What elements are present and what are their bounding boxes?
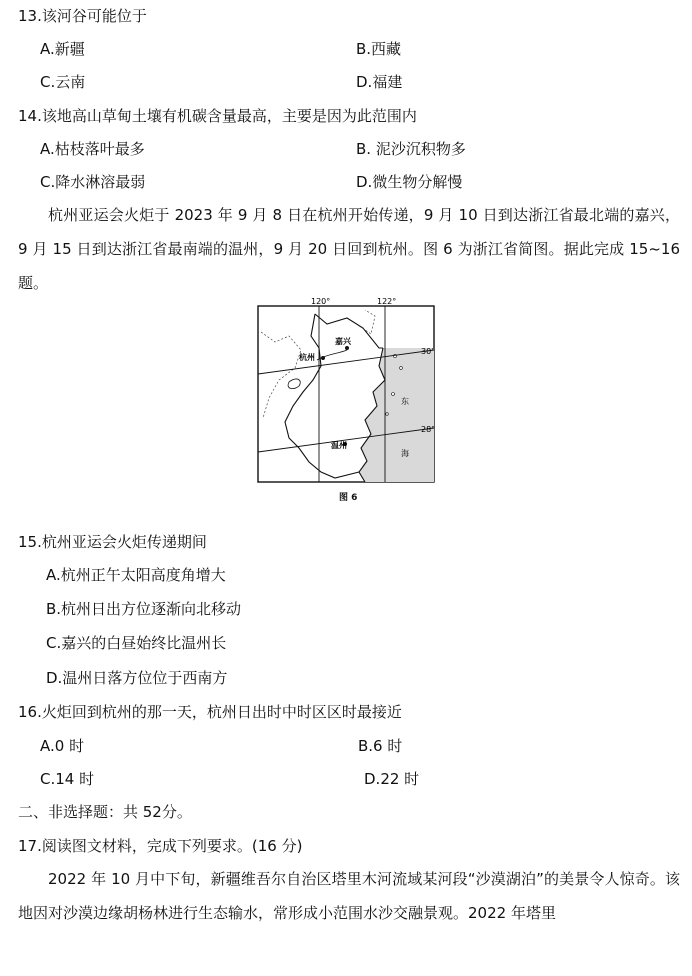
label-hangzhou: 杭州 (299, 353, 315, 362)
city-marker-jiaxing (345, 346, 349, 350)
q14-option-a: A.枯枝落叶最多 (40, 140, 145, 158)
dotted-boundary-north (359, 310, 375, 334)
label-sea-hai: 海 (401, 449, 409, 458)
q14-option-d: D.微生物分解慢 (356, 173, 463, 191)
island (386, 413, 389, 416)
q16-option-d: D.22 时 (364, 770, 420, 788)
q17-material: 2022 年 10 月中下旬，新疆维吾尔自治区塔里木河流域某河段“沙漠湖泊”的美景令人惊奇。该地因对沙漠边缘胡杨林进行生态输水，常形成小范围水沙交融景观。2022 年塔里 (18, 870, 680, 922)
q15-option-d: D.温州日落方位位于西南方 (46, 669, 228, 687)
q17-stem: 17.阅读图文材料，完成下列要求。(16 分) (18, 837, 303, 855)
zhejiang-map-figure (255, 296, 437, 508)
sea-area (359, 348, 434, 482)
lake (288, 379, 300, 389)
q14-option-b: B. 泥沙沉积物多 (356, 140, 466, 158)
island (400, 367, 403, 370)
q16-option-a: A.0 时 (40, 737, 85, 755)
label-lat-30: 30° (421, 347, 436, 356)
city-marker-hangzhou (321, 356, 325, 360)
q16-option-c: C.14 时 (40, 770, 95, 788)
q13-option-b: B.西藏 (356, 40, 402, 58)
label-jiaxing: 嘉兴 (335, 337, 351, 346)
q13-stem: 13.该河谷可能位于 (18, 7, 147, 25)
q15-stem: 15.杭州亚运会火炬传递期间 (18, 533, 207, 551)
label-wenzhou: 温州 (331, 441, 347, 450)
label-lat-28: 28° (421, 425, 436, 434)
island (392, 393, 395, 396)
q13-option-c: C.云南 (40, 73, 86, 91)
q13-option-a: A.新疆 (40, 40, 85, 58)
label-lon-122: 122° (377, 297, 397, 306)
q13-option-d: D.福建 (356, 73, 403, 91)
q15-option-b: B.杭州日出方位逐渐向北移动 (46, 600, 242, 618)
label-sea-dong: 东 (401, 397, 409, 406)
q15-option-c: C.嘉兴的白昼始终比温州长 (46, 634, 227, 652)
intro-paragraph-15-16: 杭州亚运会火炬于 2023 年 9 月 8 日在杭州开始传递，9 月 10 日到达浙江省最北端的嘉兴，9 月 15 日到达浙江省最南端的温州，9 月 20 日回到杭州。图 6 为浙江省简图。据此完成 15~16 题。 (18, 206, 680, 292)
figure-caption: 图 6 (339, 493, 358, 503)
label-lon-120: 120° (311, 297, 331, 306)
q16-stem: 16.火炬回到杭州的那一天，杭州日出时中时区区时最接近 (18, 703, 402, 721)
q14-option-c: C.降水淋溶最弱 (40, 173, 146, 191)
q15-option-a: A.杭州正午太阳高度角增大 (46, 566, 226, 584)
section2-heading: 二、非选择题：共 52分。 (18, 803, 192, 821)
dotted-boundary-west (261, 332, 301, 418)
q14-stem: 14.该地高山草甸土壤有机碳含量最高，主要是因为此范围内 (18, 107, 417, 125)
q16-option-b: B.6 时 (358, 737, 403, 755)
